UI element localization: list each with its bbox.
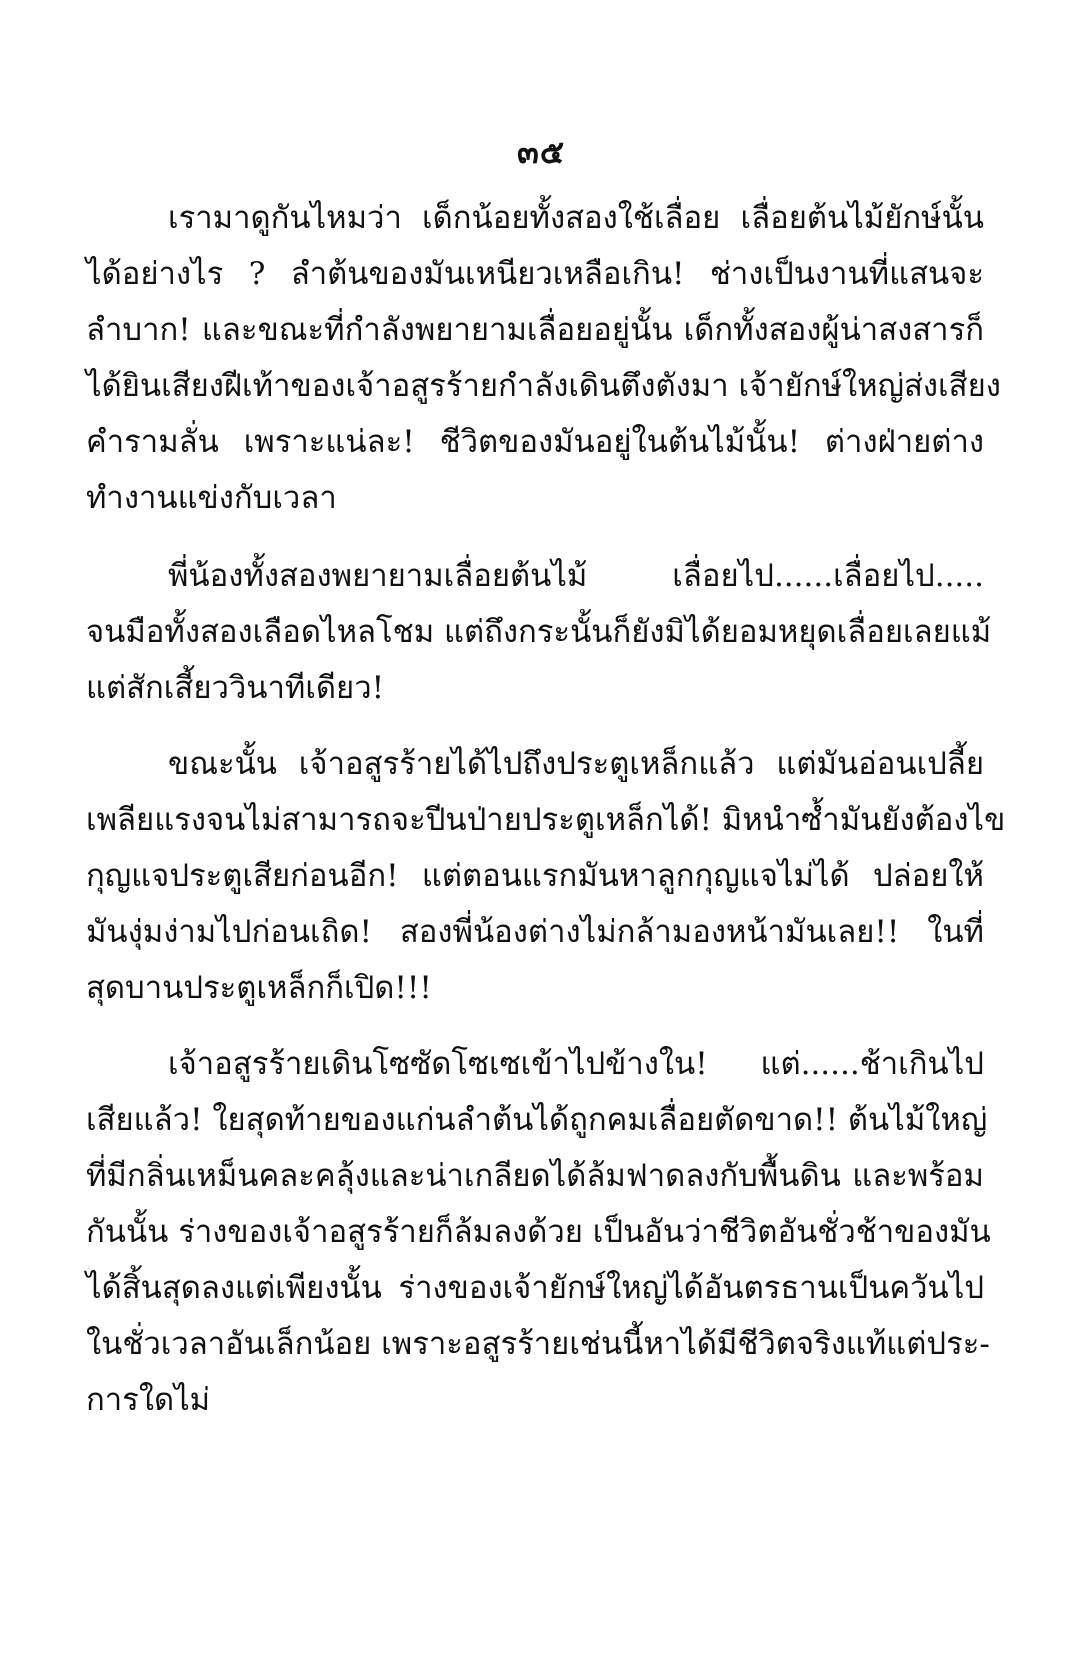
paragraph-4-line-4: กันนั้น ร่างของเจ้าอสูรร้ายก็ล้มลงด้วย เป็นอันว่าชีวิตอันชั่วช้าของมัน: [86, 1214, 991, 1250]
paragraph-1-line-6: ทำงานแข่งกับเวลา: [86, 480, 337, 516]
paragraph-1-line-5: คำรามลั่น เพราะแน่ละ! ชีวิตของมันอยู่ในต้นไม้นั้น! ต่างฝ่ายต่าง: [86, 424, 984, 460]
paragraph-4-line-6: ในชั่วเวลาอันเล็กน้อย เพราะอสูรร้ายเช่นนี้หาได้มีชีวิตจริงแท้แต่ประ-: [86, 1326, 990, 1362]
paragraph-2-line-2: จนมือทั้งสองเลือดไหลโชม แต่ถึงกระนั้นก็ยังมิได้ยอมหยุดเลื่อยเลยแม้: [86, 614, 992, 650]
page-number: ๓๕: [516, 133, 566, 171]
paragraph-1-line-3: ลำบาก! และขณะที่กำลังพยายามเลื่อยอยู่นั้น เด็กทั้งสองผู้น่าสงสารก็: [86, 312, 984, 348]
paragraph-4-line-7: การใดไม่: [86, 1382, 211, 1418]
paragraph-1-line-4: ได้ยินเสียงฝีเท้าของเจ้าอสูรร้ายกำลังเดินตึงตังมา เจ้ายักษ์ใหญ่ส่งเสียง: [86, 368, 1001, 404]
paragraph-4-line-2: เสียแล้ว! ใยสุดท้ายของแก่นลำต้นได้ถูกคมเลื่อยตัดขาด!! ต้นไม้ใหญ่: [86, 1102, 988, 1138]
paragraph-4-line-5: ได้สิ้นสุดลงแต่เพียงนั้น ร่างของเจ้ายักษ์ใหญ่ได้อันตรธานเป็นควันไป: [86, 1270, 984, 1306]
paragraph-4-line-3: ที่มีกลิ่นเหม็นคละคลุ้งและน่าเกลียดได้ล้มฟาดลงกับพื้นดิน และพร้อม: [86, 1158, 984, 1194]
paragraph-4-line-1: เจ้าอสูรร้ายเดินโซซัดโซเซเข้าไปข้างใน! แต่......ช้าเกินไป: [168, 1046, 984, 1082]
paragraph-2-line-1: พี่น้องทั้งสองพยายามเลื่อยต้นไม้ เลื่อยไป......เลื่อยไป.....: [168, 558, 984, 594]
paragraph-3-line-2: เพลียแรงจนไม่สามารถจะปีนป่ายประตูเหล็กได้! มิหนำซ้ำมันยังต้องไข: [86, 802, 1006, 838]
paragraph-3-line-5: สุดบานประตูเหล็กก็เปิด!!!: [86, 970, 432, 1006]
paragraph-3-line-3: กุญแจประตูเสียก่อนอีก! แต่ตอนแรกมันหาลูกกุญแจไม่ได้ ปล่อยให้: [86, 858, 984, 894]
paragraph-1-line-2: ได้อย่างไร ? ลำต้นของมันเหนียวเหลือเกิน! ช่างเป็นงานที่แสนจะ: [86, 256, 984, 292]
paragraph-3-line-1: ขณะนั้น เจ้าอสูรร้ายได้ไปถึงประตูเหล็กแล้ว แต่มันอ่อนเปลี้ย: [168, 746, 984, 782]
paragraph-3-line-4: มันงุ่มง่ามไปก่อนเถิด! สองพี่น้องต่างไม่กล้ามองหน้ามันเลย!! ในที่: [86, 914, 984, 950]
paragraph-1-line-1: เรามาดูกันไหมว่า เด็กน้อยทั้งสองใช้เลื่อย เลื่อยต้นไม้ยักษ์นั้น: [168, 200, 984, 236]
paragraph-2-line-3: แต่สักเสี้ยววินาทีเดียว!: [86, 670, 385, 706]
